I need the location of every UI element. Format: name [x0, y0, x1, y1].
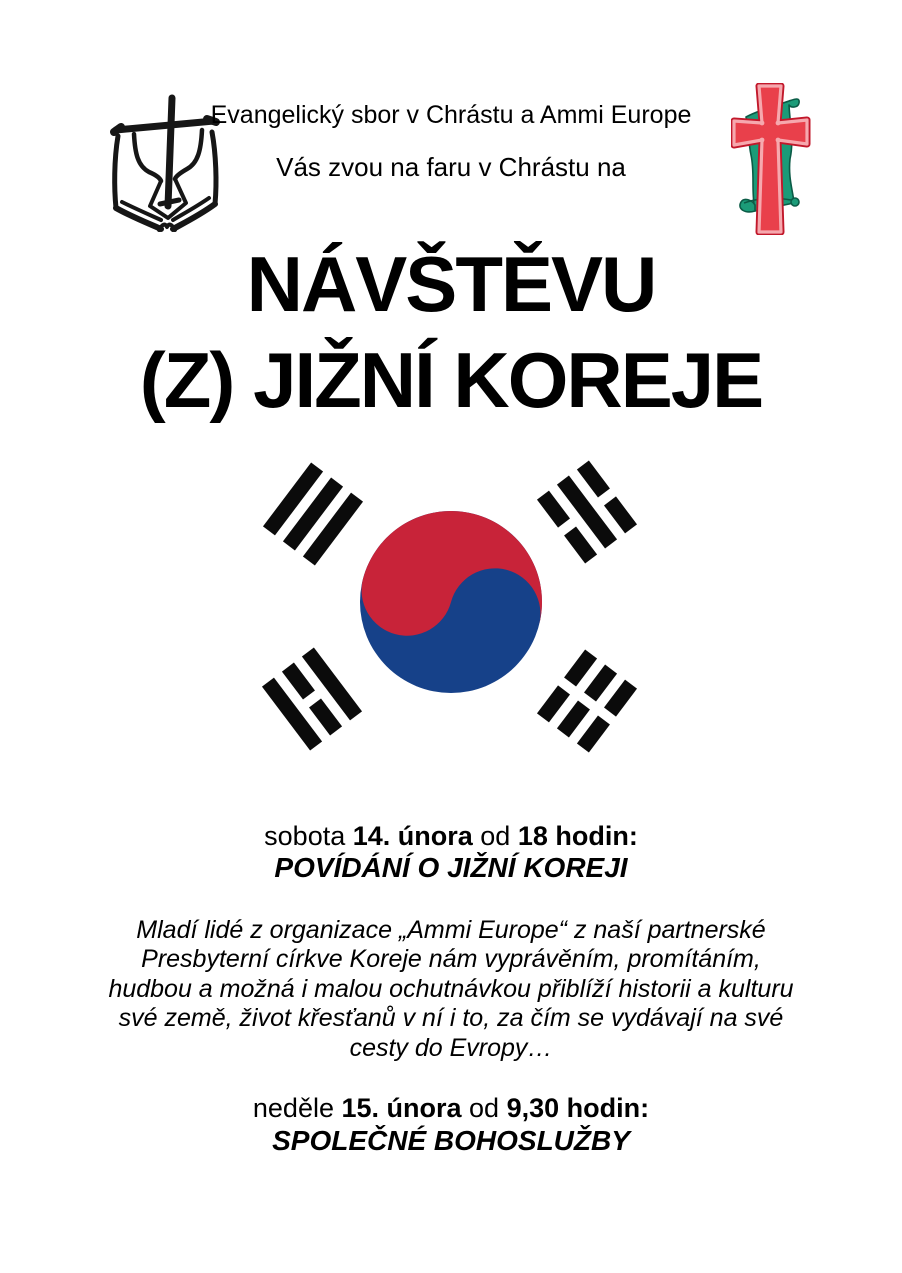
event-2-time: 9,30 hodin: [506, 1093, 650, 1123]
description-line: Presbyterní církve Koreje nám vyprávěním, promítáním, [141, 945, 761, 974]
event-1-time: 18 hodin: [517, 821, 638, 851]
poster-title [0, 236, 902, 428]
trigram-ri [262, 647, 362, 750]
trigram-gam [537, 460, 637, 563]
taeguk-symbol [360, 511, 542, 693]
trigram-gon [537, 649, 637, 752]
description-line: hudbou a možná i malou ochutnávkou přiblíží historii a kulturu [108, 974, 794, 1003]
description-line: Mladí lidé z organizace „Ammi Europe“ z naší partnerské [136, 916, 766, 944]
event-1-connector: od [472, 821, 518, 851]
event-1-day: sobota [264, 821, 353, 851]
taegukgi-image [257, 452, 647, 760]
poster-title-line-2: (Z) JIŽNÍ KOREJE [139, 336, 763, 424]
description-paragraph [0, 916, 902, 1063]
description-line: cesty do Evropy… [349, 1033, 553, 1062]
event-1-date: 14. února [352, 821, 473, 851]
event-2-datetime [0, 1092, 902, 1124]
event-1-title: POVÍDÁNÍ O JIŽNÍ KOREJI [274, 852, 628, 883]
event-2-day: neděle [252, 1093, 342, 1123]
header-line-2: Vás zvou na faru v Chrástu na [276, 152, 626, 182]
event-1-datetime [0, 820, 902, 852]
header-line-1: Evangelický sbor v Chrástu a Ammi Europe [210, 101, 692, 129]
poster-title-line-1: NÁVŠTĚVU [246, 240, 656, 328]
description-line: své země, život křesťanů v ní i to, za čím se vydávají na své [118, 1004, 784, 1033]
event-2-connector: od [461, 1093, 507, 1123]
south-korea-flag [257, 452, 647, 765]
trigram-geon [263, 462, 363, 565]
event-2-date: 15. února [341, 1093, 462, 1123]
event-2-title: SPOLEČNÉ BOHOSLUŽBY [272, 1125, 630, 1156]
